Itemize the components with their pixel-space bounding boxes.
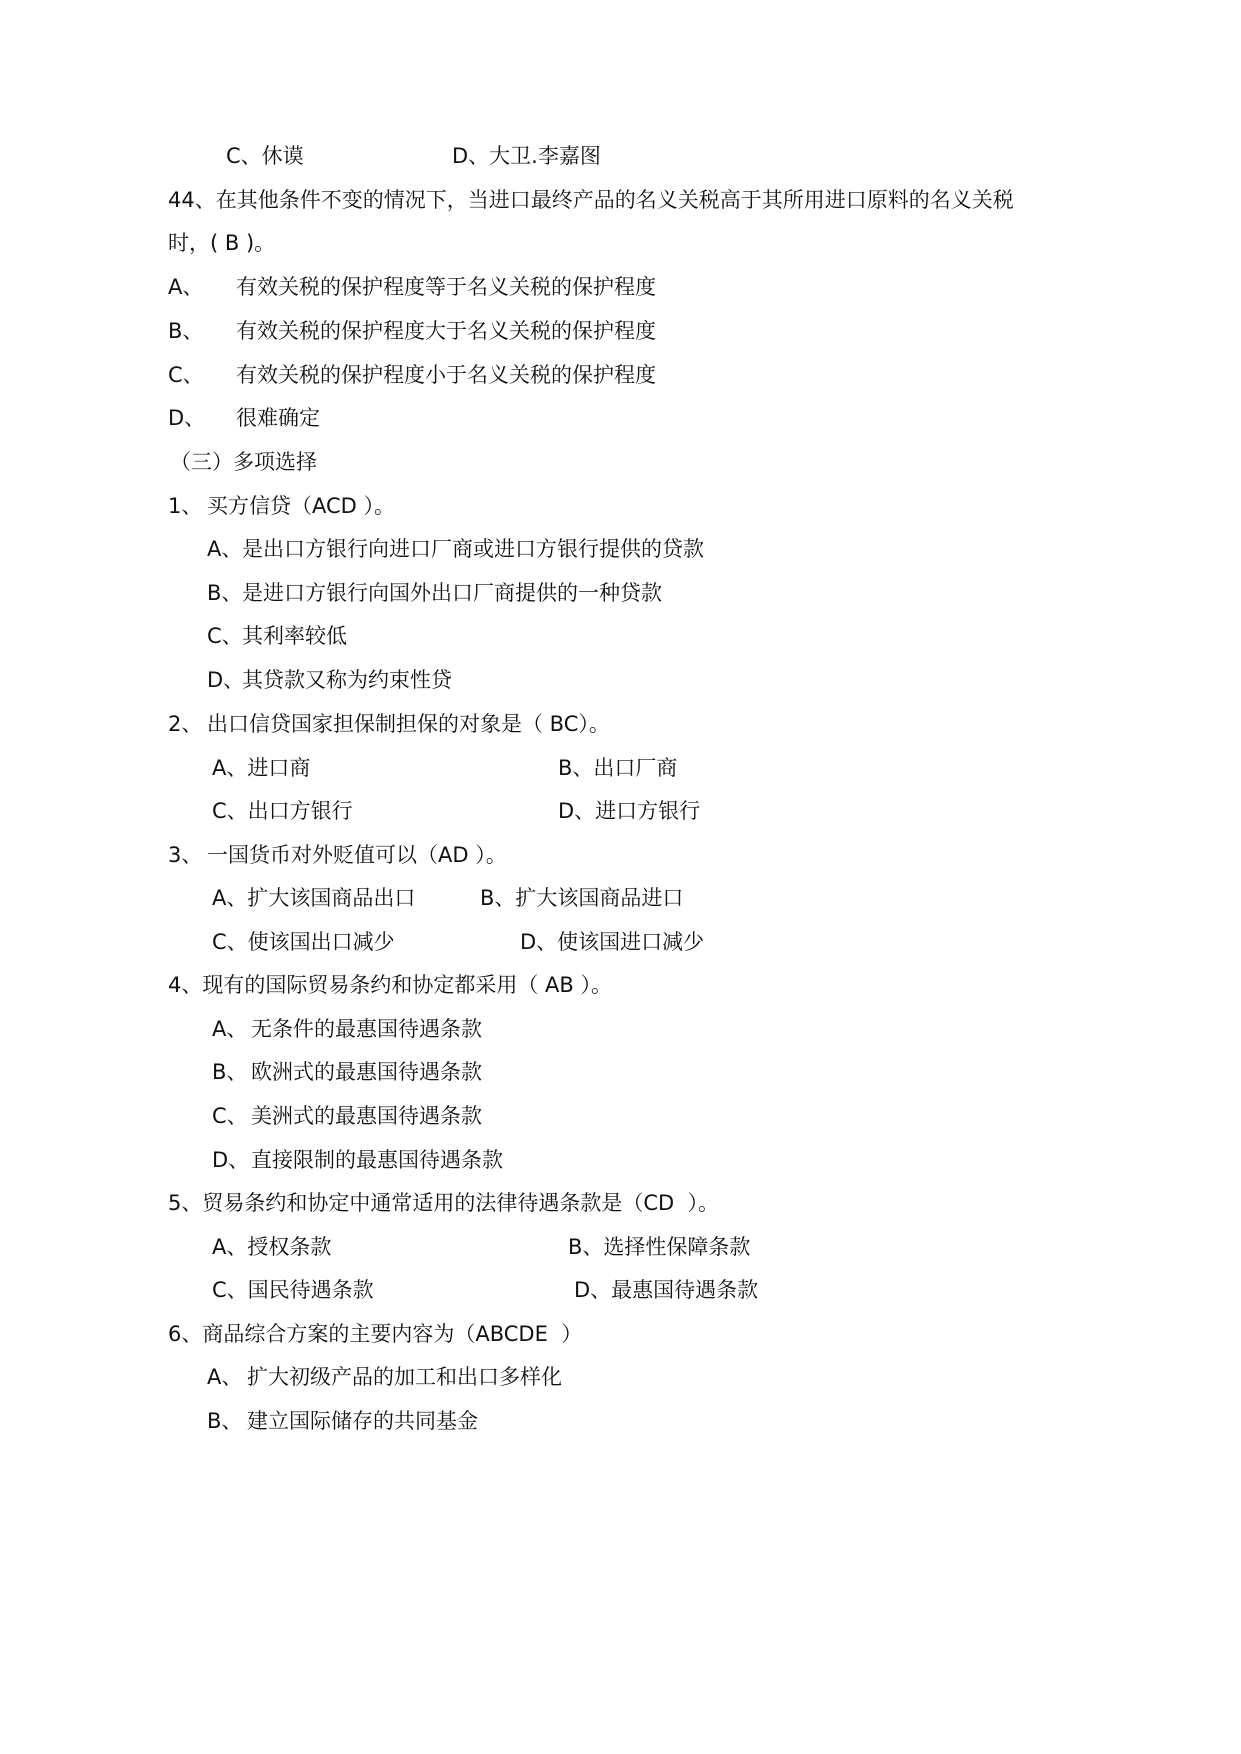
option-key: A、 (212, 1017, 248, 1041)
question-1-stem: 买方信贷（ACD ）。 (207, 494, 396, 518)
option-a: A、进口商 (212, 756, 311, 780)
question-2-stem: 出口信贷国家担保制担保的对象是（ BC）。 (207, 712, 610, 736)
option-b: B、选择性保障条款 (568, 1235, 751, 1259)
option-c: C、出口方银行 (212, 799, 353, 823)
option-key: C、 (212, 1104, 248, 1128)
question-3-stem: 一国货币对外贬值可以（AD ）。 (207, 843, 507, 867)
question-6-stem: 6、商品综合方案的主要内容为（ABCDE ） (168, 1322, 583, 1346)
option-text: 直接限制的最惠国待遇条款 (251, 1148, 503, 1172)
question-44-stem-cont: 时，( B )。 (168, 231, 276, 255)
question-5-stem: 5、贸易条约和协定中通常适用的法律待遇条款是（CD ）。 (168, 1191, 720, 1215)
option-key: A、 (207, 1365, 243, 1389)
option-text: 欧洲式的最惠国待遇条款 (251, 1060, 482, 1084)
option-text: 有效关税的保护程度大于名义关税的保护程度 (236, 319, 656, 343)
option-key: D、 (168, 406, 206, 430)
option-a: A、授权条款 (212, 1235, 332, 1259)
option-text: 很难确定 (236, 406, 320, 430)
question-number: 3、 (168, 843, 203, 867)
option-c: C、国民待遇条款 (212, 1278, 374, 1302)
option-text: 有效关税的保护程度等于名义关税的保护程度 (236, 275, 656, 299)
option-key: C、 (168, 363, 204, 387)
question-44-stem: 44、在其他条件不变的情况下，当进口最终产品的名义关税高于其所用进口原料的名义关税 (168, 188, 1014, 212)
option-text: 美洲式的最惠国待遇条款 (251, 1104, 482, 1128)
option-key: B、 (168, 319, 204, 343)
option-a: A、扩大该国商品出口 (212, 886, 416, 910)
option-key: D、 (207, 668, 245, 692)
option-key: B、 (212, 1060, 248, 1084)
option-key: A、 (207, 537, 243, 561)
option-d: D、进口方银行 (558, 799, 701, 823)
option-text: 其贷款又称为约束性贷 (242, 668, 452, 692)
option-key: B、 (207, 1409, 243, 1433)
option-c: C、休谟 (226, 144, 304, 168)
option-key: A、 (168, 275, 204, 299)
option-d: D、使该国进口减少 (520, 930, 705, 954)
option-text: 是进口方银行向国外出口厂商提供的一种贷款 (242, 581, 662, 605)
option-c: C、使该国出口减少 (212, 930, 395, 954)
option-b: B、扩大该国商品进口 (480, 886, 684, 910)
question-number: 1、 (168, 494, 203, 518)
option-text: 有效关税的保护程度小于名义关税的保护程度 (236, 363, 656, 387)
option-text: 无条件的最惠国待遇条款 (251, 1017, 482, 1041)
section-heading: （三）多项选择 (170, 450, 317, 474)
option-text: 扩大初级产品的加工和出口多样化 (247, 1365, 562, 1389)
option-key: B、 (207, 581, 243, 605)
question-number: 2、 (168, 712, 203, 736)
option-text: 建立国际储存的共同基金 (247, 1409, 478, 1433)
option-d: D、最惠国待遇条款 (574, 1278, 759, 1302)
option-d: D、大卫.李嘉图 (452, 144, 601, 168)
option-text: 是出口方银行向进口厂商或进口方银行提供的贷款 (242, 537, 704, 561)
option-key: C、 (207, 624, 243, 648)
option-b: B、出口厂商 (558, 756, 678, 780)
question-4-stem: 4、现有的国际贸易条约和协定都采用（ AB ）。 (168, 973, 612, 997)
option-text: 其利率较低 (242, 624, 347, 648)
option-key: D、 (212, 1148, 250, 1172)
